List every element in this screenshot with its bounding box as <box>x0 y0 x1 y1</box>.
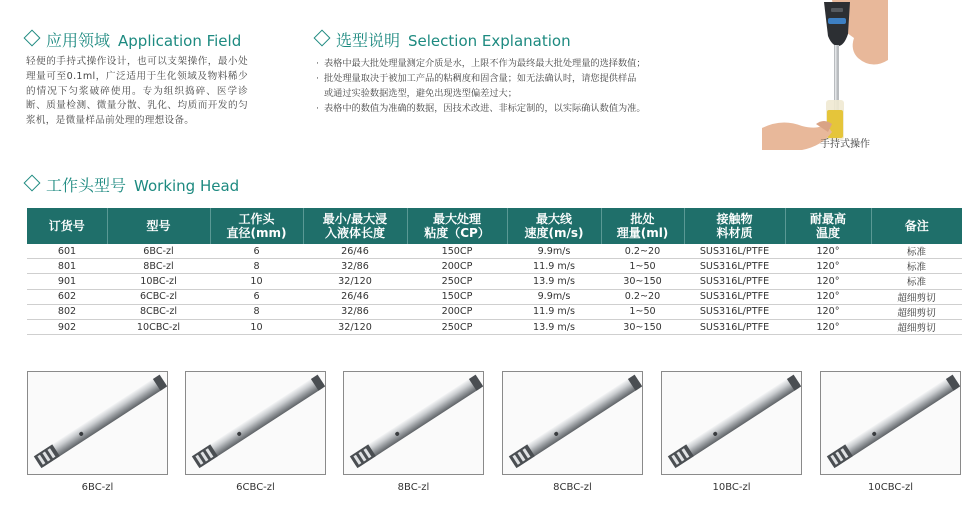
working-head-caption: 6CBC-zl <box>236 482 275 493</box>
column-header: 耐最高 温度 <box>785 208 871 244</box>
table-cell: 30~150 <box>601 274 684 289</box>
table-cell: 32/86 <box>303 304 407 319</box>
working-head-caption: 6BC-zl <box>81 482 114 493</box>
table-cell: 8CBC-zl <box>107 304 210 319</box>
column-header: 最大线 速度(m/s) <box>507 208 601 244</box>
working-head-shaft-icon <box>186 372 325 474</box>
table-cell: 8BC-zl <box>107 259 210 274</box>
column-header: 最大处理 粘度（CP） <box>407 208 507 244</box>
column-header: 接触物 料材质 <box>684 208 785 244</box>
column-header: 工作头 直径(mm) <box>210 208 303 244</box>
column-header: 型号 <box>107 208 210 244</box>
table-header-row <box>27 208 962 244</box>
table-cell: 11.9 m/s <box>507 304 601 319</box>
column-header: 最小/最大浸 入液体长度 <box>303 208 407 244</box>
selection-title-cn: 选型说明 <box>336 31 401 50</box>
table-cell: 250CP <box>407 319 507 334</box>
table-row <box>27 319 962 334</box>
selection-note: · 表格中最大批处理量测定介质是水，上限不作为最终最大批处理量的选择数值； <box>316 58 646 69</box>
table-cell: 11.9 m/s <box>507 259 601 274</box>
table-cell: SUS316L/PTFE <box>684 259 785 274</box>
table-cell: 200CP <box>407 259 507 274</box>
working-head-caption: 10CBC-zl <box>867 482 913 493</box>
table-cell: 6 <box>210 244 303 259</box>
table-cell: 标准 <box>871 244 962 259</box>
diamond-icon <box>24 30 41 47</box>
table-cell: 10BC-zl <box>107 274 210 289</box>
table-cell: SUS316L/PTFE <box>684 244 785 259</box>
table-cell: 9.9m/s <box>507 244 601 259</box>
application-title-cn: 应用领域 <box>46 31 111 50</box>
working-head-image <box>661 371 802 475</box>
application-description: 轻便的手持式操作设计，也可以支架操作，最小处理量可至0.1ml，广泛适用于生化领域及物料稀少的情况下匀浆破碎使用。专为组织捣碎、医学诊断、质量检测、微量分散、乳化、均质而开发的匀浆机，是微量样品前处理的理想设备。 <box>26 56 248 127</box>
table-row <box>27 304 962 319</box>
table-cell: 32/120 <box>303 274 407 289</box>
working-head-image <box>502 371 643 475</box>
table-cell: 200CP <box>407 304 507 319</box>
table-cell: 0.2~20 <box>601 244 684 259</box>
table-cell: 6CBC-zl <box>107 289 210 304</box>
table-cell: SUS316L/PTFE <box>684 304 785 319</box>
table-cell: 120° <box>785 244 871 259</box>
application-title-en: Application Field <box>118 32 242 50</box>
working-head-image <box>185 371 326 475</box>
handheld-operation-photo <box>762 0 888 150</box>
working-head-shaft-icon <box>821 372 960 474</box>
table-cell: 8 <box>210 259 303 274</box>
table-cell: 10 <box>210 274 303 289</box>
table-cell: 标准 <box>871 274 962 289</box>
table-cell: 超细剪切 <box>871 289 962 304</box>
table-cell: 超细剪切 <box>871 304 962 319</box>
table-cell: 32/86 <box>303 259 407 274</box>
table-cell: 120° <box>785 289 871 304</box>
table-row <box>27 244 962 259</box>
selection-note: · 表格中的数值为准确的数据，因技术改进、非标定制的，以实际确认数值为准。 <box>316 103 646 114</box>
working-head-table <box>27 208 962 335</box>
working-head-title-en: Working Head <box>134 177 240 195</box>
table-cell: 13.9 m/s <box>507 319 601 334</box>
working-head-shaft-icon <box>28 372 167 474</box>
column-header: 批处 理量(ml) <box>601 208 684 244</box>
working-head-caption: 10BC-zl <box>712 482 751 493</box>
photo-caption: 手持式操作 <box>820 139 870 150</box>
table-cell: 标准 <box>871 259 962 274</box>
selection-notes <box>316 56 756 116</box>
table-cell: SUS316L/PTFE <box>684 289 785 304</box>
working-head-shaft-icon <box>662 372 801 474</box>
working-head-shaft-icon <box>503 372 642 474</box>
table-row <box>27 274 962 289</box>
working-head-title <box>26 173 239 196</box>
diamond-icon <box>24 175 41 192</box>
table-cell: 801 <box>27 259 107 274</box>
application-field-title <box>26 28 241 51</box>
table-cell: 10 <box>210 319 303 334</box>
table-cell: 120° <box>785 319 871 334</box>
table-body <box>27 244 962 335</box>
table-cell: 13.9 m/s <box>507 274 601 289</box>
column-header: 备注 <box>871 208 962 244</box>
table-cell: 1~50 <box>601 259 684 274</box>
working-head-caption: 8BC-zl <box>397 482 430 493</box>
table-cell: 0.2~20 <box>601 289 684 304</box>
working-head-image <box>27 371 168 475</box>
table-cell: SUS316L/PTFE <box>684 319 785 334</box>
table-cell: 超细剪切 <box>871 319 962 334</box>
table-cell: SUS316L/PTFE <box>684 274 785 289</box>
working-head-caption: 8CBC-zl <box>553 482 592 493</box>
table-cell: 802 <box>27 304 107 319</box>
table-cell: 30~150 <box>601 319 684 334</box>
table-cell: 150CP <box>407 289 507 304</box>
table-cell: 120° <box>785 259 871 274</box>
working-head-image <box>820 371 961 475</box>
table-cell: 601 <box>27 244 107 259</box>
table-cell: 1~50 <box>601 304 684 319</box>
selection-note: · 批处理量取决于被加工产品的粘稠度和固含量；如无法确认时，请您提供样品 <box>316 73 637 84</box>
table-cell: 602 <box>27 289 107 304</box>
table-cell: 250CP <box>407 274 507 289</box>
working-head-shaft-icon <box>344 372 483 474</box>
selection-title-en: Selection Explanation <box>408 32 571 50</box>
table-cell: 120° <box>785 304 871 319</box>
diamond-icon <box>314 30 331 47</box>
table-cell: 902 <box>27 319 107 334</box>
table-cell: 26/46 <box>303 244 407 259</box>
table-cell: 10CBC-zl <box>107 319 210 334</box>
selection-explanation-title <box>316 28 571 51</box>
table-cell: 901 <box>27 274 107 289</box>
table-cell: 6 <box>210 289 303 304</box>
working-head-image <box>343 371 484 475</box>
table-cell: 8 <box>210 304 303 319</box>
table-cell: 9.9m/s <box>507 289 601 304</box>
table-cell: 32/120 <box>303 319 407 334</box>
table-cell: 6BC-zl <box>107 244 210 259</box>
working-head-title-cn: 工作头型号 <box>46 176 127 195</box>
table-row <box>27 259 962 274</box>
selection-note: 或通过实验数据选型，避免出现选型偏差过大； <box>324 88 517 99</box>
table-row <box>27 289 962 304</box>
column-header: 订货号 <box>27 208 107 244</box>
table-cell: 150CP <box>407 244 507 259</box>
table-cell: 26/46 <box>303 289 407 304</box>
table-cell: 120° <box>785 274 871 289</box>
